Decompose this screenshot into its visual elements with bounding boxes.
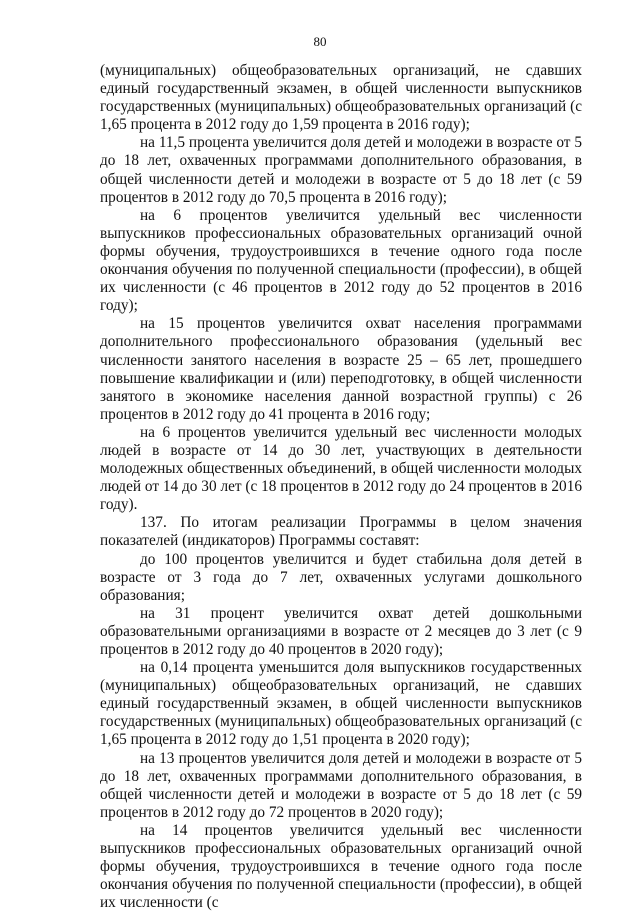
paragraph: на 13 процентов увеличится доля детей и молодежи в возрасте от 5 до 18 лет, охваченных программами дополнительного образования, в общей численности детей и молодежи в возрасте от 5 до 18 лет (с 59 процентов в 2012 году до 72 процентов в 2020 году); <box>100 749 582 821</box>
paragraph: на 11,5 процента увеличится доля детей и молодежи в возрасте от 5 до 18 лет, охваченных программами дополнительного образования, в общей численности детей и молодежи в возрасте от 5 до 18 лет (с 59 процентов в 2012 году до 70,5 процента в 2016 году); <box>100 134 582 206</box>
paragraph: на 14 процентов увеличится удельный вес численности выпускников профессиональных образовательных организаций очной формы обучения, трудоустроившихся в течение одного года после окончания обучения по полученной специальности (профессии), в общей их численности (с <box>100 821 582 912</box>
page-number: 80 <box>313 34 327 49</box>
paragraph: на 6 процентов увеличится удельный вес численности молодых людей в возрасте от 14 до 30 лет, участвующих в деятельности молодежных общественных объединений, в общей численности молодых людей от 14 до 30 лет (с 18 процентов в 2012 году до 24 процентов в 2016 году). <box>100 423 582 514</box>
paragraph: (муниципальных) общеобразовательных организаций, не сдавших единый государственный экзамен, в общей численности выпускников государственных (муниципальных) общеобразовательных организаций (с 1,65 процента в 2012 году до 1,59 процента в 2016 году); <box>100 62 582 134</box>
paragraph: на 0,14 процента уменьшится доля выпускников государственных (муниципальных) общеобразовательных организаций, не сдавших единый государственный экзамен, в общей численности выпускников государственных (муниципальных) общеобразовательных организаций (с 1,65 процента в 2012 году до 1,51 процента в 2020 году); <box>100 659 582 749</box>
paragraph: на 6 процентов увеличится удельный вес численности выпускников профессиональных образовательных организаций очной формы обучения, трудоустроившихся в течение одного года после окончания обучения по полученной специальности (профессии), в общей их численности (с 46 процентов в 2012 году до 52 процентов в 2016 году); <box>100 206 582 315</box>
section-paragraph: 137. По итогам реализации Программы в целом значения показателей (индикаторов) Программы составят: <box>100 514 582 550</box>
document-body <box>100 62 582 912</box>
paragraph: на 31 процент увеличится охват детей дошкольными образовательными организациями в возрасте от 2 месяцев до 3 лет (с 9 процентов в 2012 году до 40 процентов в 2020 году); <box>100 604 582 658</box>
paragraph: на 15 процентов увеличится охват населения программами дополнительного профессионального образования (удельный вес численности занятого населения в возрасте 25 – 65 лет, прошедшего повышение квалификации и (или) переподготовку, в общей численности занятого в экономике населения данной возрастной группы) с 26 процентов в 2012 году до 41 процента в 2016 году; <box>100 315 582 423</box>
paragraph: до 100 процентов увеличится и будет стабильна доля детей в возрасте от 3 года до 7 лет, охваченных услугами дошкольного образования; <box>100 550 582 604</box>
